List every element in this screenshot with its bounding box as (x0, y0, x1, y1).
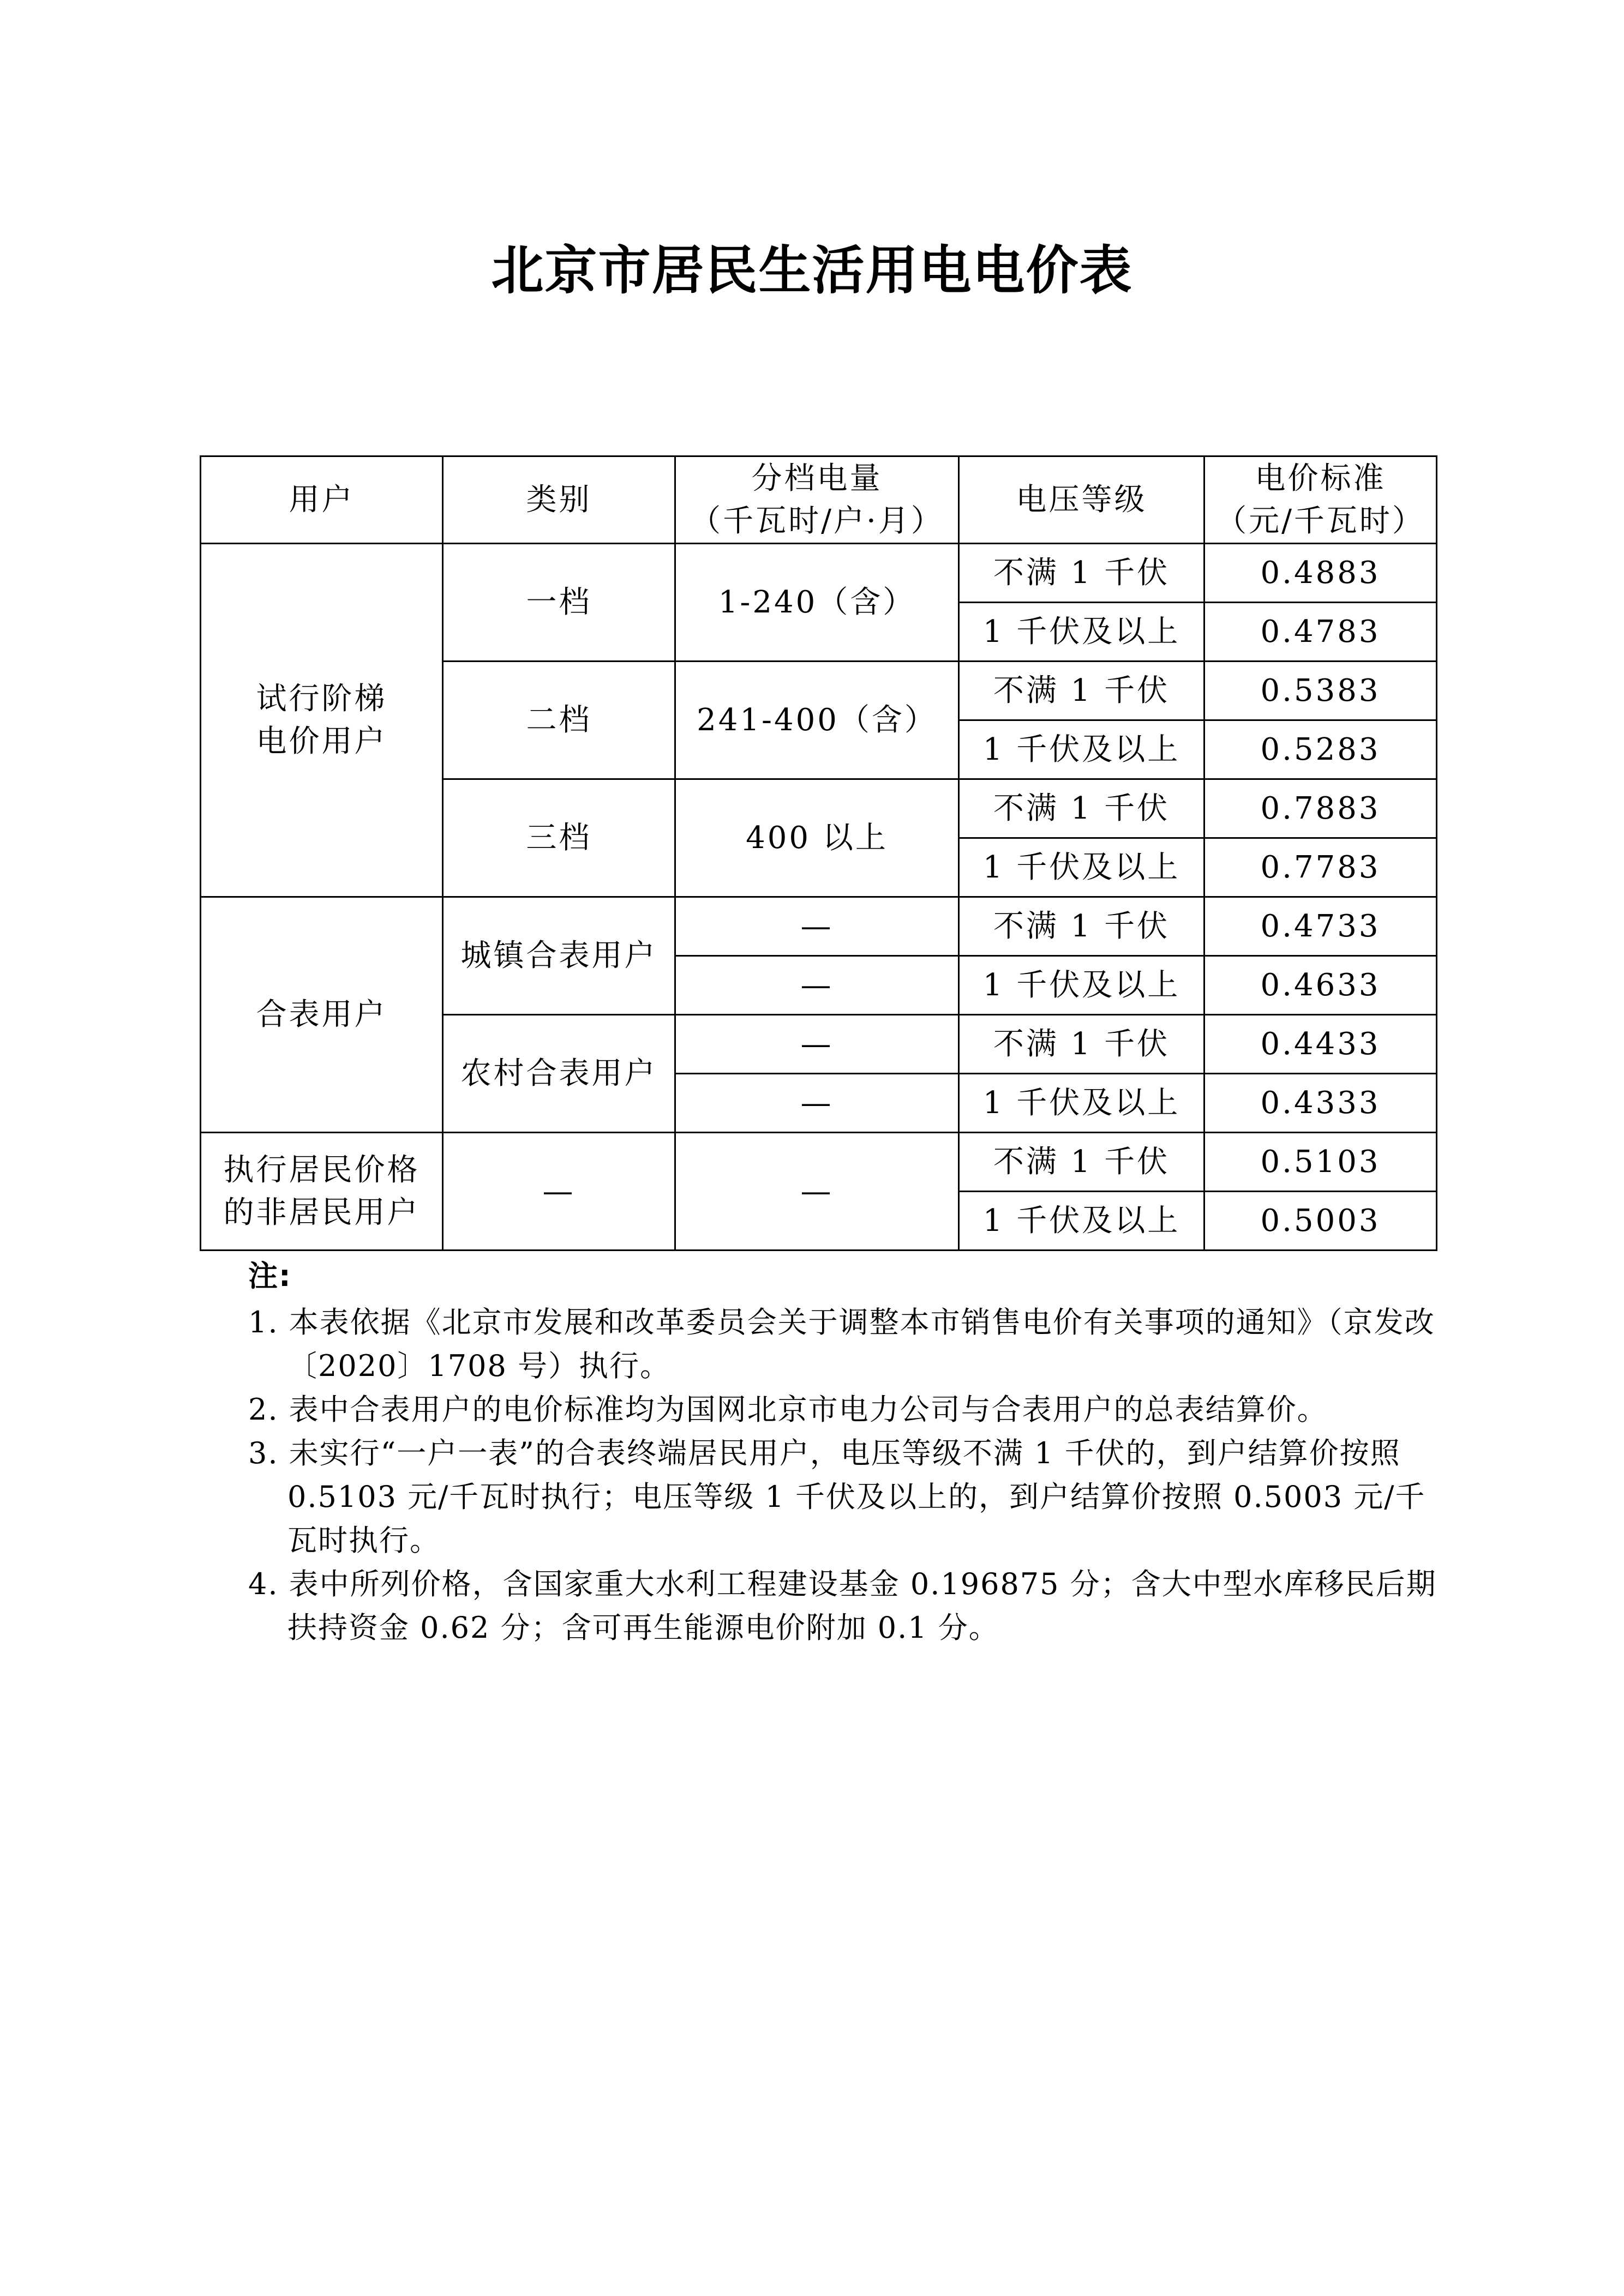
voltage-cell: 不满 1 千伏 (959, 897, 1204, 956)
note-item: 4. 表中所列价格，含国家重大水利工程建设基金 0.196875 分；含大中型水库移民后期扶持资金 0.62 分；含可再生能源电价附加 0.1 分。 (248, 1567, 1437, 1645)
amount-cell: — (675, 1074, 959, 1133)
price-cell: 0.4883 (1204, 544, 1437, 603)
header-price (1204, 456, 1437, 544)
category-rural: 农村合表用户 (443, 1015, 675, 1133)
group-nonresidential-line1: 执行居民价格 (223, 1152, 420, 1188)
amount-cell: — (675, 956, 959, 1015)
category-tier3: 三档 (443, 779, 675, 897)
table-row (201, 897, 1437, 956)
header-tier-amount-line1: 分档电量 (751, 460, 883, 496)
amount-nonresidential: — (675, 1133, 959, 1251)
voltage-cell: 不满 1 千伏 (959, 662, 1204, 720)
category-tier1: 一档 (443, 544, 675, 662)
voltage-cell: 不满 1 千伏 (959, 1015, 1204, 1074)
table-row (201, 544, 1437, 603)
note-item: 3. 未实行“一户一表”的合表终端居民用户，电压等级不满 1 千伏的，到户结算价按照 0.5103 元/千瓦时执行；电压等级 1 千伏及以上的，到户结算价按照 0.5003 元/千瓦时执行。 (248, 1436, 1426, 1558)
group-tiered (201, 544, 443, 897)
voltage-cell: 1 千伏及以上 (959, 720, 1204, 779)
voltage-cell: 1 千伏及以上 (959, 1074, 1204, 1133)
voltage-cell: 不满 1 千伏 (959, 1133, 1204, 1192)
amount-tier3: 400 以上 (675, 779, 959, 897)
price-cell: 0.7883 (1204, 779, 1437, 838)
group-tiered-line1: 试行阶梯 (256, 681, 387, 717)
price-cell: 0.5283 (1204, 720, 1437, 779)
price-cell: 0.4333 (1204, 1074, 1437, 1133)
price-cell: 0.7783 (1204, 838, 1437, 897)
category-urban: 城镇合表用户 (443, 897, 675, 1015)
amount-cell: — (675, 1015, 959, 1074)
voltage-cell: 1 千伏及以上 (959, 1192, 1204, 1251)
price-cell: 0.5103 (1204, 1133, 1437, 1192)
voltage-cell: 1 千伏及以上 (959, 838, 1204, 897)
group-nonresidential (201, 1133, 443, 1251)
voltage-cell: 1 千伏及以上 (959, 956, 1204, 1015)
amount-cell: — (675, 897, 959, 956)
note-item: 2. 表中合表用户的电价标准均为国网北京市电力公司与合表用户的总表结算价。 (248, 1392, 1328, 1427)
page-title: 北京市居民生活用电电价表 (491, 240, 1133, 301)
price-cell: 0.4433 (1204, 1015, 1437, 1074)
amount-tier1: 1-240（含） (675, 544, 959, 662)
voltage-cell: 不满 1 千伏 (959, 544, 1204, 603)
note-item: 1. 本表依据《北京市发展和改革委员会关于调整本市销售电价有关事项的通知》（京发改〔2020〕1708 号）执行。 (248, 1305, 1435, 1383)
header-category: 类别 (443, 456, 675, 544)
table-row (201, 1133, 1437, 1192)
notes-section (248, 1252, 1448, 1650)
header-voltage: 电压等级 (959, 456, 1204, 544)
price-cell: 0.5003 (1204, 1192, 1437, 1251)
price-cell: 0.4733 (1204, 897, 1437, 956)
group-tiered-line2: 电价用户 (256, 723, 387, 759)
header-tier-amount-line2: （千瓦时/户·月） (690, 503, 944, 539)
voltage-cell: 1 千伏及以上 (959, 603, 1204, 662)
header-price-line2: （元/千瓦时） (1216, 503, 1425, 539)
header-user: 用户 (201, 456, 443, 544)
header-tier-amount (675, 456, 959, 544)
category-tier2: 二档 (443, 662, 675, 779)
amount-tier2: 241-400（含） (675, 662, 959, 779)
group-nonresidential-line2: 的非居民用户 (223, 1194, 420, 1230)
price-cell: 0.5383 (1204, 662, 1437, 720)
group-combined: 合表用户 (201, 897, 443, 1133)
price-cell: 0.4633 (1204, 956, 1437, 1015)
category-nonresidential: — (443, 1133, 675, 1251)
notes-label: 注: (248, 1259, 292, 1293)
voltage-cell: 不满 1 千伏 (959, 779, 1204, 838)
table-header-row (201, 456, 1437, 544)
price-table (200, 455, 1437, 1251)
header-price-line1: 电价标准 (1255, 460, 1386, 496)
price-cell: 0.4783 (1204, 603, 1437, 662)
